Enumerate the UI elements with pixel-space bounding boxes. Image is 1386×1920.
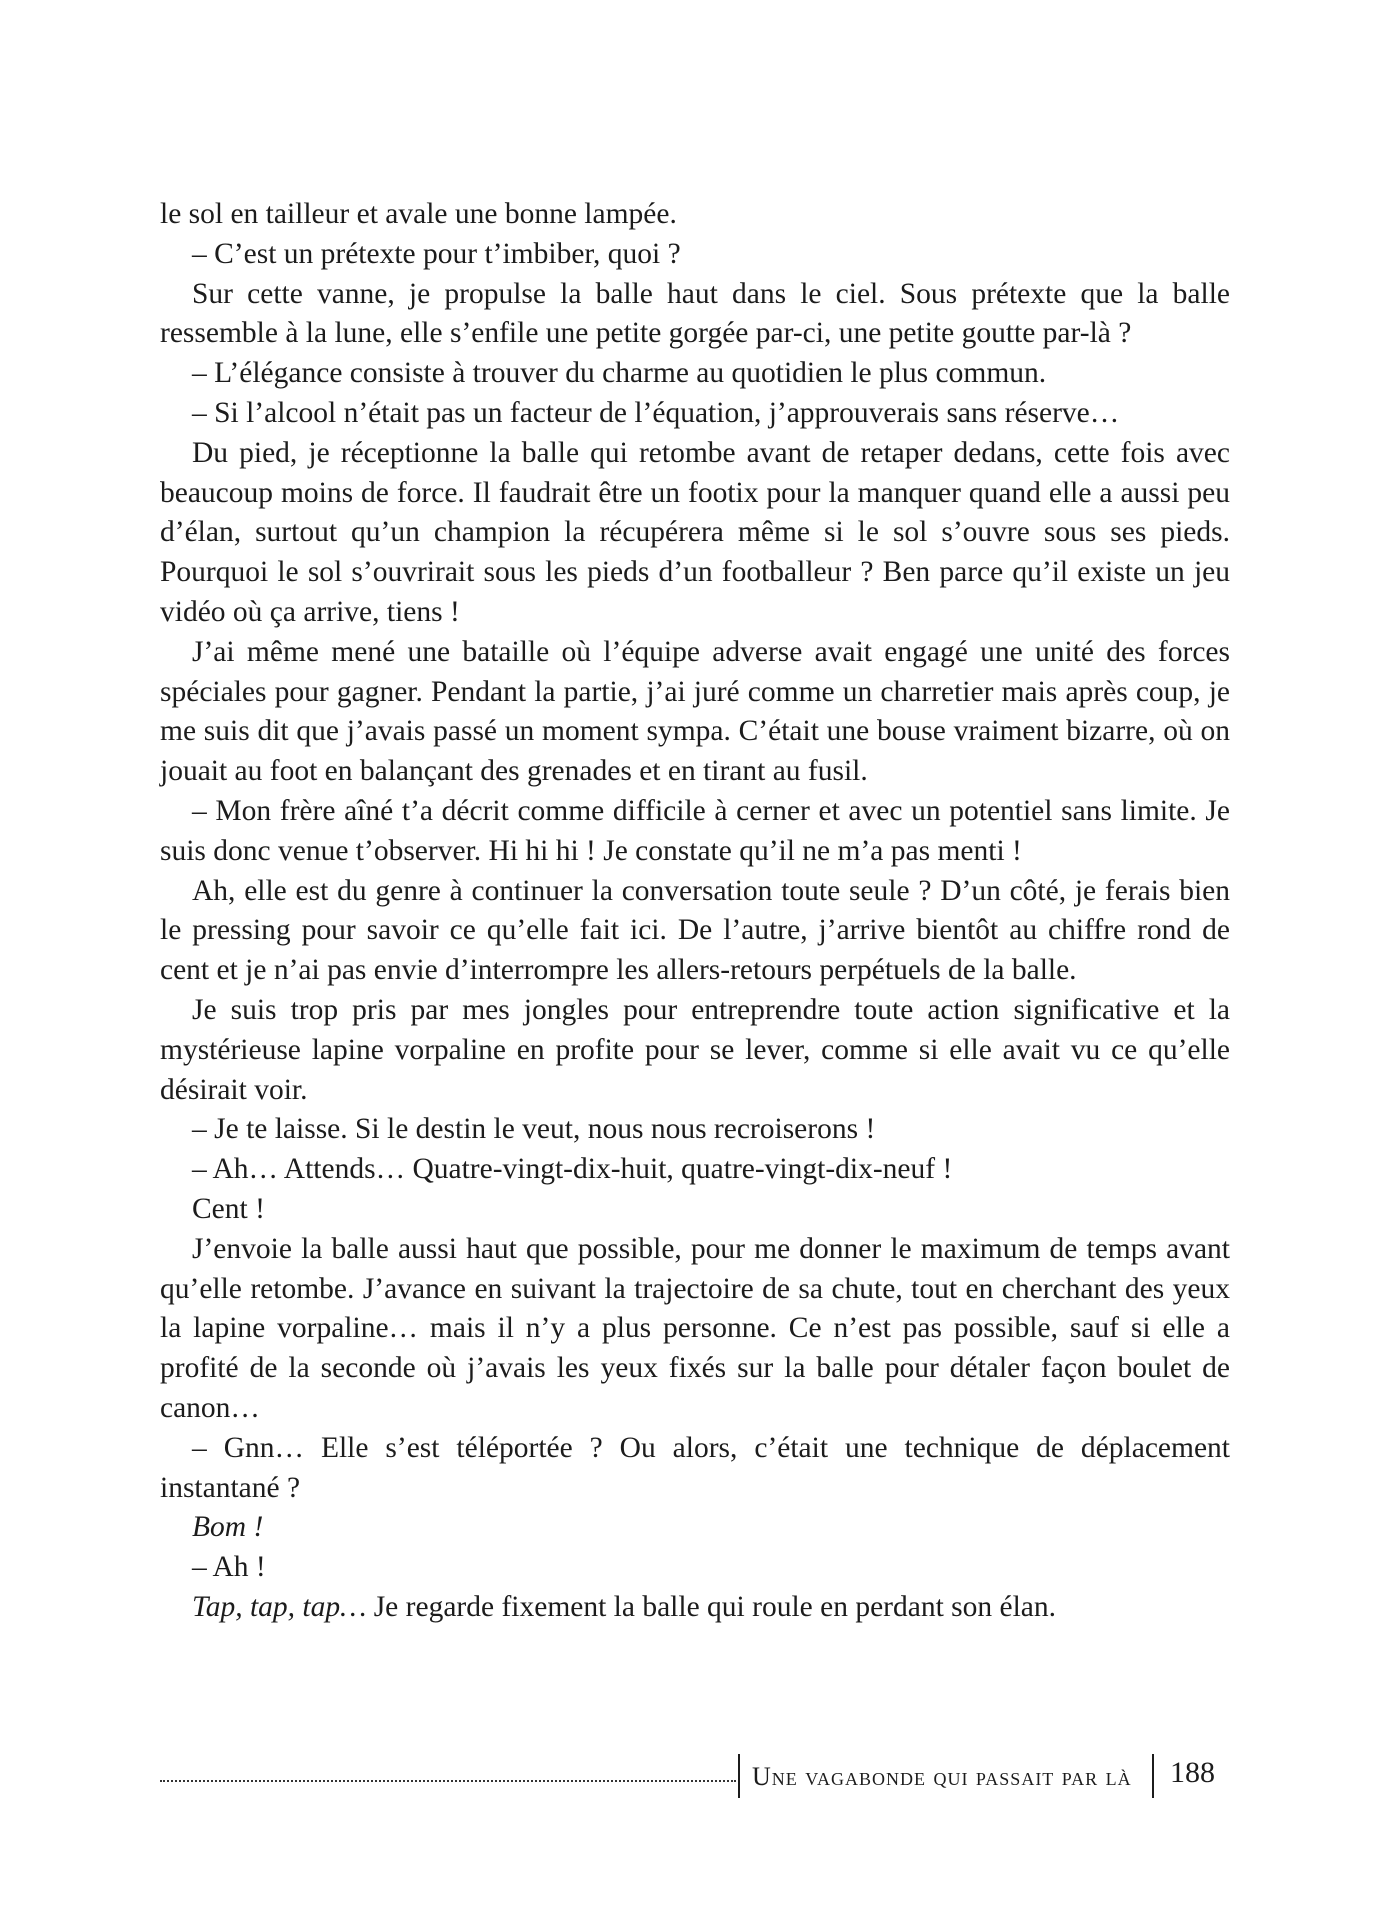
paragraph: Je suis trop pris par mes jongles pour entreprendre toute action significative et la mystérieuse lapine vorpaline en profite pour se lever, comme si elle avait vu ce qu’elle désirait voir. [160,993,1230,1106]
paragraph: le sol en tailleur et avale une bonne lampée. [160,198,677,230]
page-footer [160,1748,1230,1800]
paragraph: Bom ! [192,1511,264,1544]
footer-separator-left [738,1754,740,1798]
paragraph: – Gnn… Elle s’est téléportée ? Ou alors, c’était une technique de déplacement instantané ? [160,1431,1230,1504]
italic-onomatopoeia: Tap, tap, tap… [192,1590,367,1623]
paragraph: Du pied, je réceptionne la balle qui retombe avant de retaper dedans, cette fois avec beaucoup moins de force. Il faudrait être un footix pour la manquer quand elle a aussi peu d’élan, surtout qu’un champion la récupérera même si le sol s’ouvre sous ses pieds. Pourquoi le sol s’ouvrirait sous les pieds d’un footballeur ? Ben parce qu’il existe un jeu vidéo où ça arrive, tiens ! [160,436,1230,628]
paragraph: – Si l’alcool n’était pas un facteur de l’équation, j’approuverais sans réserve… [192,396,1120,429]
running-title: Une vagabonde qui passait par là [752,1762,1132,1791]
page-body [160,195,1230,1628]
paragraph: – L’élégance consiste à trouver du charme au quotidien le plus commun. [192,357,1047,390]
paragraph: – C’est un prétexte pour t’imbiber, quoi ? [192,237,681,270]
paragraph: Ah, elle est du genre à continuer la conversation toute seule ? D’un côté, je ferais bien le pressing pour savoir ce qu’elle fait ici. De l’autre, j’arrive bientôt au chiffre rond de cent et je n’ai pas envie d’interrompre les allers-retours perpétuels de la balle. [160,874,1230,987]
page-number: 188 [1170,1756,1215,1789]
paragraph [160,1588,1230,1628]
paragraph: – Ah… Attends… Quatre-vingt-dix-huit, quatre-vingt-dix-neuf ! [192,1153,953,1186]
paragraph: Sur cette vanne, je propulse la balle haut dans le ciel. Sous prétexte que la balle ressemble à la lune, elle s’enfile une petite gorgée par-ci, une petite goutte par-là ? [160,277,1230,350]
paragraph: J’envoie la balle aussi haut que possible, pour me donner le maximum de temps avant qu’elle retombe. J’avance en suivant la trajectoire de sa chute, tout en cherchant des yeux la lapine vorpaline… mais il n’y a plus personne. Ce n’est pas possible, sauf si elle a profité de la seconde où j’avais les yeux fixés sur la balle pour détaler façon boulet de canon… [160,1232,1230,1424]
paragraph: – Ah ! [192,1551,266,1584]
paragraph: Cent ! [192,1192,265,1225]
footer-dotted-rule [160,1780,736,1782]
paragraph-text: Je regarde fixement la balle qui roule en perdant son élan. [366,1590,1057,1623]
paragraph: – Mon frère aîné t’a décrit comme difficile à cerner et avec un potentiel sans limite. Je suis donc venue t’observer. Hi hi hi ! Je constate qu’il ne m’a pas menti ! [160,794,1230,867]
paragraph: J’ai même mené une bataille où l’équipe adverse avait engagé une unité des forces spéciales pour gagner. Pendant la partie, j’ai juré comme un charretier mais après coup, je me suis dit que j’avais passé un moment sympa. C’était une bouse vraiment bizarre, où on jouait au foot en balançant des grenades et en tirant au fusil. [160,635,1230,788]
footer-separator-right [1152,1754,1154,1798]
paragraph: – Je te laisse. Si le destin le veut, nous nous recroiserons ! [192,1113,876,1146]
